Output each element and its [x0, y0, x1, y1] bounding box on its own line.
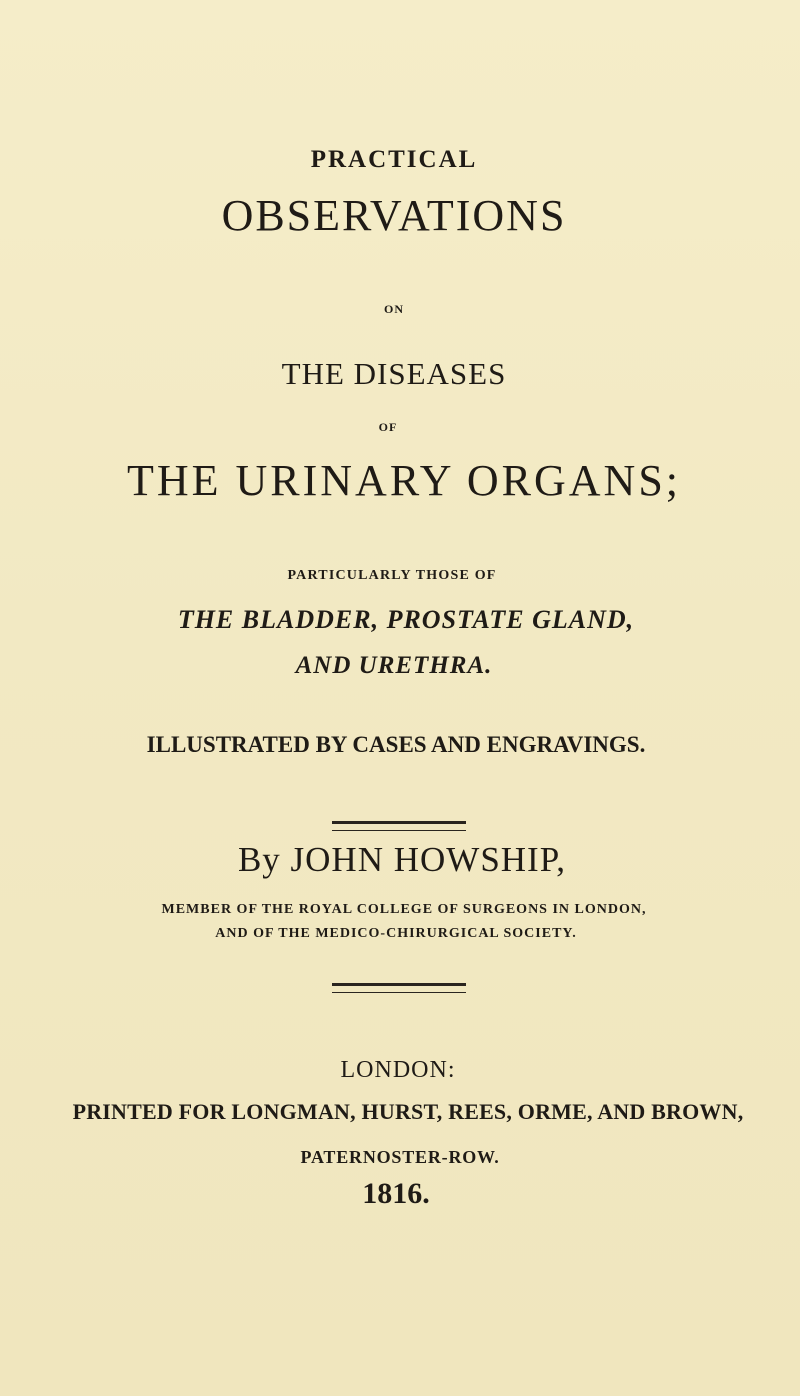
- author-name: By JOHN HOWSHIP,: [237, 840, 567, 879]
- subtitle-urethra: AND URETHRA.: [295, 652, 493, 679]
- decorative-rule-top: [332, 821, 466, 831]
- author-affiliation-line2: AND OF THE MEDICO-CHIRURGICAL SOCIETY.: [215, 926, 577, 941]
- subtitle-bladder-prostate: THE BLADDER, PROSTATE GLAND,: [177, 605, 635, 634]
- subtitle-particularly: PARTICULARLY THOSE OF: [287, 568, 497, 583]
- imprint-place: LONDON:: [340, 1057, 456, 1083]
- imprint-year: 1816.: [362, 1177, 430, 1210]
- title-line-the-diseases: THE DISEASES: [281, 356, 507, 391]
- title-line-practical: PRACTICAL: [310, 146, 478, 173]
- imprint-address: PATERNOSTER-ROW.: [300, 1147, 500, 1167]
- illustrated-line: ILLUSTRATED BY CASES AND ENGRAVINGS.: [146, 732, 646, 757]
- title-line-observations: OBSERVATIONS: [221, 191, 567, 240]
- title-line-on: ON: [384, 302, 404, 316]
- decorative-rule-bottom: [332, 983, 466, 993]
- title-line-of: OF: [378, 420, 398, 434]
- imprint-printed-for: PRINTED FOR LONGMAN, HURST, REES, ORME, AND BROWN,: [72, 1099, 744, 1124]
- author-affiliation-line1: MEMBER OF THE ROYAL COLLEGE OF SURGEONS IN LONDON,: [161, 902, 647, 917]
- title-line-urinary-organs: THE URINARY ORGANS;: [126, 456, 682, 505]
